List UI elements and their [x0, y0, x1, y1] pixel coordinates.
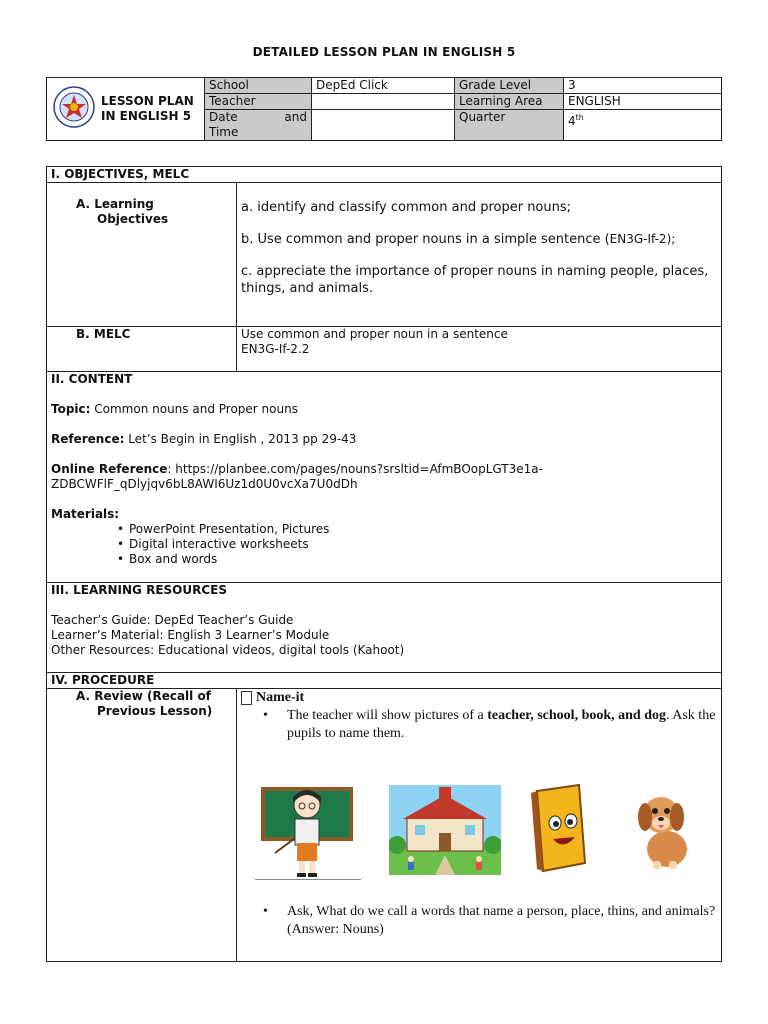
melc-cell	[237, 327, 722, 372]
time-word: Time	[209, 125, 239, 139]
learning-area-label: Learning Area	[455, 94, 564, 110]
material-item: • PowerPoint Presentation, Pictures	[51, 522, 717, 537]
name-it-heading	[241, 689, 717, 707]
learning-objectives-label	[51, 197, 232, 227]
melc-code: EN3G-If-2.2	[241, 342, 310, 356]
grade-level-value: 3	[564, 78, 722, 94]
bullet1-tail: . Ask the pupils to name them.	[287, 708, 716, 741]
and-word: and	[284, 110, 307, 124]
review-label-line1: A. Review (Recall of	[76, 689, 211, 703]
quarter-number: 4	[568, 114, 576, 128]
picture-underline	[255, 879, 361, 880]
review-bullets-top	[241, 707, 717, 743]
material-item: • Digital interactive worksheets	[51, 537, 717, 552]
logo-cell	[47, 78, 205, 141]
online-reference-value: : https://planbee.com/pages/nouns?srsltid=AfmBOopLGT3e1a-	[167, 462, 543, 476]
objective-c: c. appreciate the importance of proper nouns in naming people, places, things, and animals.	[241, 264, 709, 296]
review-content-cell	[237, 689, 722, 962]
document-title: DETAILED LESSON PLAN IN ENGLISH 5	[252, 45, 516, 59]
learning-objectives-label-cell	[47, 183, 237, 327]
date-time-value	[312, 110, 455, 141]
learning-objectives-cell	[237, 183, 722, 327]
learning-label-line1: A. Learning	[76, 197, 154, 211]
quarter-suffix: th	[575, 113, 584, 122]
checkbox-glyph-icon	[241, 691, 252, 705]
learning-label-line2: Objectives	[97, 212, 169, 226]
review-label-line2: Previous Lesson)	[97, 704, 213, 718]
quarter-label: Quarter	[455, 110, 564, 141]
lesson-body-table	[46, 166, 722, 962]
review-label-cell	[47, 689, 237, 962]
topic-label: Topic:	[51, 402, 91, 416]
objective-b-text: b. Use common and proper nouns in a simple sentence (	[241, 232, 610, 247]
teacher-value	[312, 94, 455, 110]
reference-line	[51, 432, 717, 447]
online-reference-value-cont: ZDBCWFlF_qDlyjqv6bL8AWI6Uz1d0U0vcXa7U0dDh	[51, 477, 358, 491]
melc-label-cell	[47, 327, 237, 372]
bullet1-bold: teacher, school, book, and dog	[487, 708, 667, 723]
material-item: • Box and words	[51, 552, 717, 567]
lesson-header-table	[46, 77, 722, 141]
procedure-heading: IV. PROCEDURE	[47, 673, 722, 689]
other-resources: Other Resources: Educational videos, digital tools (Kahoot)	[51, 643, 405, 657]
topic-value: Common nouns and Proper nouns	[90, 402, 298, 416]
school-value: DepEd Click	[312, 78, 455, 94]
content-heading: II. CONTENT	[51, 372, 133, 386]
date-time-label	[205, 110, 312, 141]
materials-label: Materials:	[51, 507, 120, 521]
learning-area-value: ENGLISH	[564, 94, 722, 110]
online-reference-label: Online Reference	[51, 462, 168, 476]
melc-text: Use common and proper noun in a sentence	[241, 327, 508, 341]
review-label	[51, 689, 232, 719]
grade-level-label: Grade Level	[455, 78, 564, 94]
school-picture	[389, 785, 501, 879]
objectives-heading: I. OBJECTIVES, MELC	[47, 167, 722, 183]
objective-b-code: EN3G-If-2);	[609, 232, 676, 246]
quarter-value	[564, 110, 722, 141]
name-it-label: Name-it	[256, 690, 305, 705]
lesson-plan-subject: IN ENGLISH 5	[101, 109, 192, 123]
topic-line	[51, 402, 717, 417]
content-section	[47, 372, 722, 583]
teacher-guide: Teacher’s Guide: DepEd Teacher’s Guide	[51, 613, 294, 627]
review-bullet	[241, 707, 717, 743]
bullet1-text: The teacher will show pictures of a	[287, 708, 488, 723]
date-word: Date	[209, 110, 238, 124]
objective-a: a. identify and classify common and proper nouns;	[241, 200, 572, 215]
reference-label: Reference:	[51, 432, 125, 446]
objective-b	[241, 231, 717, 248]
melc-label: B. MELC	[76, 327, 131, 341]
teacher-picture	[255, 783, 361, 883]
lesson-plan-label: LESSON PLAN	[101, 94, 194, 108]
picture-row	[241, 743, 717, 893]
resources-heading: III. LEARNING RESOURCES	[51, 583, 227, 597]
review-bullets-bottom	[241, 903, 717, 939]
book-picture	[529, 783, 593, 879]
review-bullet: • Ask, What do we call a words that name a person, place, thins, and animals? (Answer: Nouns)	[241, 903, 717, 939]
online-reference-line	[51, 462, 717, 477]
resources-section	[47, 583, 722, 673]
deped-seal-logo	[53, 86, 95, 132]
materials-list	[51, 522, 717, 567]
reference-value: Let’s Begin in English , 2013 pp 29-43	[124, 432, 357, 446]
school-label: School	[205, 78, 312, 94]
dog-picture	[631, 787, 697, 875]
learner-material: Learner’s Material: English 3 Learner’s Module	[51, 628, 330, 642]
teacher-label: Teacher	[205, 94, 312, 110]
